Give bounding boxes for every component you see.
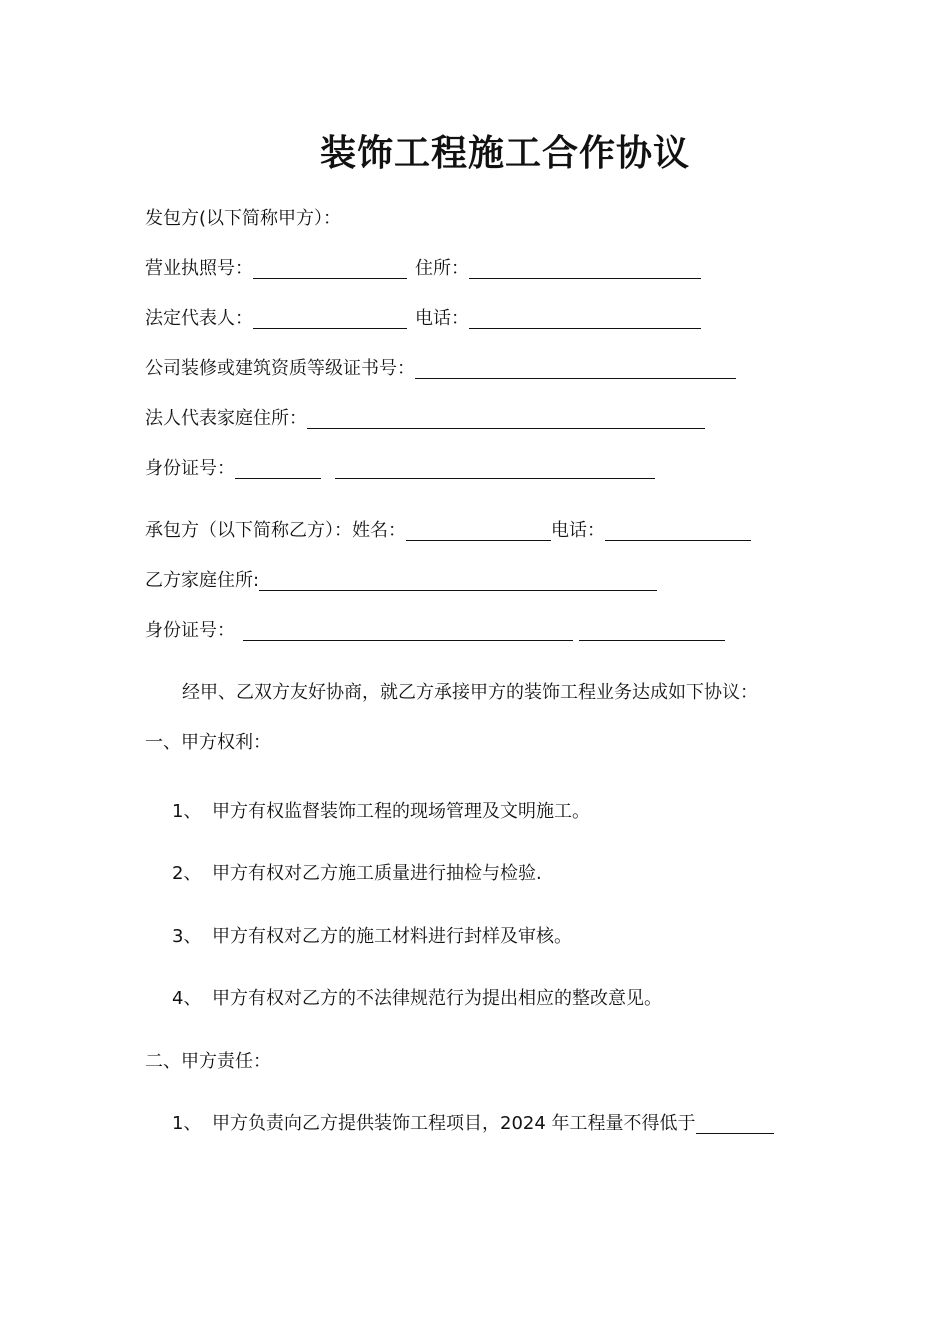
party-b-name-blank[interactable] [406, 520, 551, 541]
home-b-label: 乙方家庭住所: [145, 570, 260, 591]
rep-home-row [145, 407, 705, 431]
phone-a-label: 电话： [415, 308, 469, 329]
party-a-heading [145, 207, 341, 231]
qualification-row [145, 357, 736, 381]
list-item-number: 4、 [172, 988, 202, 1009]
license-label: 营业执照号： [145, 258, 253, 279]
phone-b-blank[interactable] [605, 520, 751, 541]
list-item [172, 1112, 774, 1136]
license-row [145, 257, 701, 281]
section-2-heading-text: 二、甲方责任： [145, 1051, 271, 1072]
address-label: 住所： [415, 258, 469, 279]
list-item-number: 3、 [172, 926, 202, 947]
license-blank[interactable] [253, 258, 407, 279]
legal-rep-row [145, 307, 701, 331]
list-item-number: 1、 [172, 801, 202, 822]
list-item-number: 2、 [172, 863, 202, 884]
list-item-number: 1、 [172, 1113, 202, 1134]
home-b-blank[interactable] [259, 570, 657, 591]
document-title: 装饰工程施工合作协议 [319, 132, 690, 174]
address-blank[interactable] [469, 258, 701, 279]
list-item-text: 甲方有权对乙方施工质量进行抽检与检验. [212, 863, 542, 884]
id-b-blank-2[interactable] [579, 620, 725, 641]
phone-a-blank[interactable] [469, 308, 701, 329]
intro-text: 经甲、乙双方友好协商，就乙方承接甲方的装饰工程业务达成如下协议： [182, 682, 758, 703]
list-item [172, 800, 590, 824]
list-item-text: 甲方有权对乙方的施工材料进行封样及审核。 [212, 926, 572, 947]
party-b-row [145, 519, 751, 543]
phone-b-label: 电话： [551, 520, 605, 541]
id-a-blank-2[interactable] [335, 458, 655, 479]
list-item [172, 862, 542, 886]
id-a-row [145, 457, 655, 481]
rep-home-label: 法人代表家庭住所： [145, 408, 307, 429]
workload-blank[interactable] [696, 1113, 774, 1134]
legal-rep-label: 法定代表人： [145, 308, 253, 329]
legal-rep-blank[interactable] [253, 308, 407, 329]
section-1-heading [145, 731, 271, 755]
list-item [172, 925, 572, 949]
list-item-text: 甲方有权对乙方的不法律规范行为提出相应的整改意见。 [212, 988, 662, 1009]
list-item-text: 甲方有权监督装饰工程的现场管理及文明施工。 [212, 801, 590, 822]
id-a-label: 身份证号： [145, 458, 235, 479]
home-b-row [145, 569, 657, 593]
intro-paragraph [182, 681, 758, 705]
list-item [172, 987, 662, 1011]
rep-home-blank[interactable] [307, 408, 705, 429]
id-b-row [145, 619, 725, 643]
party-a-heading-text: 发包方(以下简称甲方）： [145, 208, 342, 229]
section-2-heading [145, 1050, 271, 1074]
section-1-heading-text: 一、甲方权利： [145, 732, 271, 753]
qualification-blank[interactable] [415, 358, 736, 379]
list-item-text: 甲方负责向乙方提供装饰工程项目，2024 年工程量不得低于 [212, 1113, 696, 1134]
qualification-label: 公司装修或建筑资质等级证书号： [145, 358, 415, 379]
id-b-blank-1[interactable] [243, 620, 573, 641]
id-b-label: 身份证号： [145, 620, 235, 641]
id-a-blank-1[interactable] [235, 458, 321, 479]
party-b-heading: 承包方（以下简称乙方）：姓名： [145, 520, 406, 541]
